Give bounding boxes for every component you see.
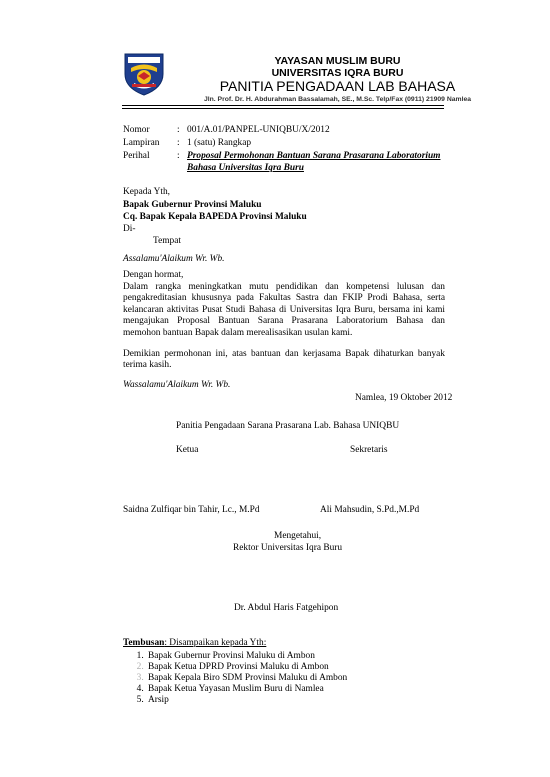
perihal-colon: : [177, 151, 180, 161]
perihal-value-line2: Bahasa Universitas Iqra Buru [187, 163, 304, 173]
list-item: 5. Arsip [146, 695, 347, 706]
body1-line: pengakreditasian khususnya pada Fakultas Sastra dan FKIP Prodi Bahasa, serta [123, 293, 445, 304]
letterhead-rule-thin [122, 108, 444, 109]
lampiran-value: 1 (satu) Rangkap [187, 138, 252, 148]
dengan-hormat: Dengan hormat, [123, 270, 184, 280]
recipient-kepada: Kepada Yth, [123, 187, 171, 197]
tembusan-heading [123, 638, 266, 648]
body1-line: Dalam rangka meningkatkan mutu pendidikan dan kompetensi lulusan dan [123, 282, 445, 292]
university-name: UNIVERSITAS IQRA BURU [271, 67, 404, 79]
lampiran-colon: : [177, 138, 180, 148]
perihal-label: Perihal [123, 151, 150, 161]
body2-line: Demikian permohonan ini, atas bantuan dan kerjasama Bapak dihaturkan banyak [123, 349, 445, 359]
sekretaris-label: Sekretaris [350, 445, 388, 455]
recipient-tempat: Tempat [153, 236, 181, 246]
copy-recipients-list [132, 651, 347, 706]
ketua-label: Ketua [176, 445, 199, 455]
rektor-name: Dr. Abdul Haris Fatgehipon [234, 603, 339, 613]
perihal-value-line1: Proposal Permohonan Bantuan Sarana Prasarana Laboratorium [187, 151, 441, 161]
mengetahui-label: Mengetahui, [274, 531, 322, 541]
ketua-name: Saidna Zulfiqar bin Tahir, Lc., M.Pd [123, 505, 260, 515]
place-date: Namlea, 19 Oktober 2012 [355, 393, 453, 403]
sekretaris-name: Ali Mahsudin, S.Pd.,M.Pd [320, 505, 420, 515]
body1-line: memohon bantuan Bapak dalam merealisasikan usulan kami. [123, 327, 353, 338]
closing-greeting: Wassalamu'Alaikum Wr. Wb. [123, 380, 231, 390]
list-item: 1. Bapak Gubernur Provinsi Maluku di Ambon [146, 651, 347, 662]
nomor-value: 001/A.01/PANPEL-UNIQBU/X/2012 [187, 125, 330, 135]
tembusan-label: Tembusan [123, 638, 165, 648]
body-paragraph-2 [123, 349, 445, 372]
body2-line: terima kasih. [123, 360, 172, 371]
list-item: 4. Bapak Ketua Yayasan Muslim Buru di Namlea [146, 684, 347, 695]
body1-line: mengajukan Proposal Bantuan Sarana Prasarana Laboratorium Bahasa dan [123, 316, 445, 327]
letterhead-rule-thick [122, 105, 444, 106]
foundation-name: YAYASAN MUSLIM BURU [274, 55, 401, 67]
committee-heading: PANITIA PENGADAAN LAB BAHASA [219, 78, 456, 94]
body-paragraph-1 [123, 282, 445, 339]
nomor-label: Nomor [123, 125, 150, 135]
rektor-title: Rektor Universitas Iqra Buru [233, 543, 343, 553]
letterhead-address: Jln. Prof. Dr. H. Abdurahman Bassalamah, SE., M.Sc. Telp/Fax (0911) 21909 Namlea [203, 96, 472, 103]
nomor-colon: : [177, 125, 180, 135]
list-item: 2. Bapak Ketua DPRD Provinsi Maluku di Ambon [146, 662, 347, 673]
lampiran-label: Lampiran [123, 138, 160, 148]
recipient-di: Di- [123, 224, 136, 234]
body1-line: kelancaran aktivitas Pusat Studi Bahasa di Universitas Iqra Buru, bersama ini kami [123, 304, 445, 315]
greeting: Assalamu'Alaikum Wr. Wb. [123, 254, 225, 264]
tembusan-rest: : Disampaikan kepada Yth: [164, 638, 267, 648]
recipient-line2: Cq. Bapak Kepala BAPEDA Provinsi Maluku [123, 212, 307, 222]
list-item: 3. Bapak Kepala Biro SDM Provinsi Maluku di Ambon [146, 673, 347, 684]
recipient-line1: Bapak Gubernur Provinsi Maluku [123, 200, 262, 210]
committee-name: Panitia Pengadaan Sarana Prasarana Lab. Bahasa UNIQBU [176, 421, 400, 431]
